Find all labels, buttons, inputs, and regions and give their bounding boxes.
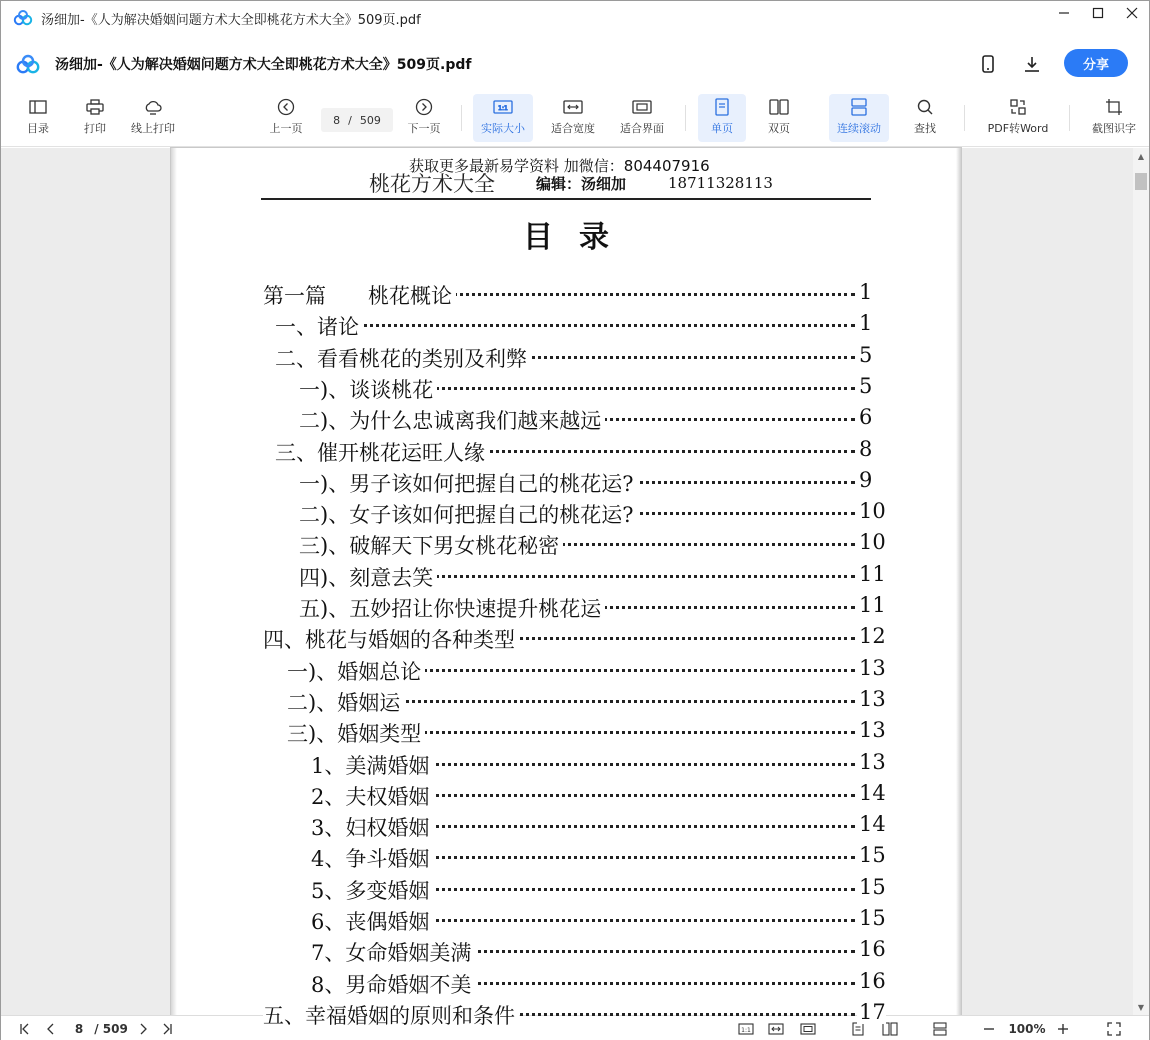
status-bar (1, 1015, 1149, 1040)
cloud-print-icon (144, 94, 162, 120)
ad-line: 获取更多最新易学资料 加微信：804407916 (409, 157, 710, 175)
close-icon[interactable] (1115, 1, 1149, 25)
toc-entry-page: 13 (859, 655, 886, 680)
status-current-page[interactable]: 8 (74, 1022, 84, 1036)
toc-entry-page: 13 (859, 686, 886, 711)
toc-entry-page: 12 (859, 624, 886, 649)
toc-entry-page: 1 (859, 311, 873, 336)
print-button[interactable] (76, 94, 114, 142)
fit-page-icon[interactable] (797, 1019, 819, 1039)
toc-entry-page: 11 (859, 561, 886, 586)
toc-entry-page: 10 (859, 499, 886, 524)
toc-entry-page: 9 (859, 467, 873, 492)
toc-entry-title: 二)、婚姻运 (287, 687, 404, 717)
toc-entry-title: 一)、谈谈桃花 (299, 374, 437, 404)
actual-size-button[interactable] (473, 94, 533, 142)
toc-button[interactable] (19, 94, 57, 142)
pdf-page (171, 148, 961, 1028)
svg-text:1:1: 1:1 (741, 1027, 751, 1034)
fit-width-icon (563, 94, 583, 120)
zoom-out-icon[interactable] (979, 1019, 999, 1039)
actual-size-icon[interactable] (735, 1019, 757, 1039)
mobile-icon[interactable] (976, 52, 1000, 76)
fit-page-icon (632, 94, 652, 120)
toc-entry[interactable] (171, 750, 961, 780)
print-label: 打印 (84, 122, 106, 135)
zoom-in-icon[interactable] (1053, 1019, 1073, 1039)
sidebar-icon (29, 94, 47, 120)
toc-entry-title: 5、多变婚姻 (311, 875, 433, 905)
toc-entry[interactable] (171, 437, 961, 467)
fit-width-button[interactable] (544, 94, 602, 142)
next-page-button[interactable] (401, 94, 447, 142)
toc-entry[interactable] (171, 593, 961, 623)
toc-entry-title: 一)、婚姻总论 (287, 656, 425, 686)
toc-entry-title: 四)、刻意去笑 (299, 562, 437, 592)
online-print-button[interactable] (125, 94, 181, 142)
pdf-to-word-button[interactable] (983, 94, 1053, 142)
scroll-down-icon[interactable]: ▼ (1137, 1002, 1145, 1012)
toc-entry[interactable] (171, 969, 961, 999)
continuous-scroll-label: 连续滚动 (837, 122, 881, 135)
toc-entry-title: 二)、女子该如何把握自己的桃花运? (299, 499, 637, 529)
toc-entry-page: 5 (859, 342, 873, 367)
toc-entry-page: 16 (859, 968, 886, 993)
toc-entry[interactable] (171, 687, 961, 717)
actual-size-label: 实际大小 (481, 122, 525, 135)
baidu-netdisk-logo-icon (13, 10, 33, 26)
fit-page-button[interactable] (613, 94, 671, 142)
toc-entry[interactable] (171, 812, 961, 842)
toc-entry[interactable] (171, 405, 961, 435)
running-header-editor: 编辑：汤细加 (536, 175, 627, 193)
double-page-icon (769, 94, 789, 120)
current-page: 8 (333, 113, 341, 127)
convert-icon (1009, 94, 1027, 120)
toc-entry[interactable] (171, 468, 961, 498)
toc-entry-title: 一)、男子该如何把握自己的桃花运? (299, 468, 637, 498)
continuous-scroll-icon[interactable] (929, 1019, 951, 1039)
maximize-icon[interactable] (1081, 1, 1115, 25)
toc-entry-page: 13 (859, 749, 886, 774)
single-page-button[interactable] (698, 94, 746, 142)
share-button[interactable]: 分享 (1064, 49, 1128, 77)
toc-entry[interactable] (171, 937, 961, 967)
toc-entry[interactable] (171, 562, 961, 592)
last-page-icon[interactable] (157, 1019, 177, 1039)
toc-entry-title: 三、催开桃花运旺人缘 (275, 437, 489, 467)
toc-entry[interactable] (171, 280, 961, 310)
total-pages: 509 (359, 113, 381, 127)
toolbar-divider (1069, 105, 1070, 131)
toc-entry-page: 10 (859, 530, 886, 555)
toc-entry[interactable] (171, 499, 961, 529)
toc-leader-dots (285, 324, 855, 327)
toc-entry-page: 15 (859, 843, 886, 868)
toc-entry-title: 二、看看桃花的类别及利弊 (275, 343, 531, 373)
toc-entry[interactable] (171, 343, 961, 373)
page-separator: / (348, 113, 352, 127)
fit-page-label: 适合界面 (620, 122, 664, 135)
fullscreen-icon[interactable] (1103, 1019, 1125, 1039)
toc-entry-page: 15 (859, 874, 886, 899)
single-page-label: 单页 (711, 122, 733, 135)
status-total-pages: / 509 (94, 1022, 128, 1036)
double-page-label: 双页 (768, 122, 790, 135)
prev-page-label: 上一页 (269, 122, 303, 135)
svg-text:1:1: 1:1 (498, 105, 508, 112)
minimize-icon[interactable] (1047, 1, 1081, 25)
ocr-label: 截图识字 (1092, 122, 1136, 135)
toolbar-divider (461, 105, 462, 131)
toc-entry-page: 8 (859, 436, 873, 461)
toc-label: 目录 (27, 122, 49, 135)
toc-entry-page: 1 (859, 280, 873, 304)
fit-width-label: 适合宽度 (551, 122, 595, 135)
toc-entry-title: 第一篇 桃花概论 (263, 280, 456, 310)
toc-entry-title: 1、美满婚姻 (311, 750, 433, 780)
toc-entry-page: 6 (859, 405, 873, 430)
toc-entry-page: 11 (859, 593, 886, 617)
page-number-input[interactable] (321, 108, 393, 132)
document-viewer[interactable] (1, 148, 1133, 1028)
toc-entry-title: 2、夫权婚姻 (311, 781, 433, 811)
prev-page-icon[interactable] (41, 1019, 61, 1039)
toc-entry[interactable] (171, 843, 961, 873)
download-icon[interactable] (1020, 52, 1044, 76)
toc-entry[interactable] (171, 718, 961, 748)
running-header-title: 桃花方术大全 (369, 172, 495, 196)
next-page-icon[interactable] (133, 1019, 153, 1039)
toc-entry-page: 17 (859, 999, 886, 1024)
toc-entry-title: 五)、五妙招让你快速提升桃花运 (299, 593, 605, 623)
actual-size-icon (493, 94, 513, 120)
toc-entry[interactable] (171, 656, 961, 686)
chevron-left-circle-icon (277, 94, 295, 120)
pdf-to-word-label: PDF转Word (987, 122, 1049, 135)
next-page-label: 下一页 (407, 122, 441, 135)
search-icon (916, 94, 934, 120)
app-logo-icon (15, 54, 41, 74)
toc-entry[interactable] (171, 311, 961, 341)
toolbar-divider (964, 105, 965, 131)
chevron-right-circle-icon (415, 94, 433, 120)
first-page-icon[interactable] (15, 1019, 35, 1039)
toc-entry-title: 三)、婚姻类型 (287, 718, 425, 748)
scroll-thumb[interactable] (1135, 173, 1147, 190)
toc-entry-page: 5 (859, 373, 873, 398)
find-label: 查找 (914, 122, 936, 135)
toolbar-divider (685, 105, 686, 131)
toc-entry-title: 四、桃花与婚姻的各种类型 (263, 624, 519, 654)
ocr-button[interactable] (1084, 94, 1144, 142)
toc-entry-title: 一、诸论 (275, 311, 363, 341)
toc-entry[interactable] (171, 624, 961, 654)
toc-entry-title: 7、女命婚姻美满 (311, 937, 475, 967)
zoom-level[interactable]: 100% (1008, 1022, 1046, 1036)
printer-icon (86, 94, 104, 120)
toc-entry-title: 二)、为什么忠诚离我们越来越远 (299, 405, 605, 435)
header-rule (261, 198, 871, 200)
toc-entry-page: 13 (859, 718, 886, 743)
toc-entry-page: 15 (859, 906, 886, 930)
screenshot-crop-icon (1105, 94, 1123, 120)
toc-heading: 目录 (523, 220, 635, 255)
running-header-phone: 18711328113 (668, 174, 773, 192)
file-header (1, 39, 1149, 89)
find-button[interactable] (903, 94, 947, 142)
toc-entry-title: 三)、破解天下男女桃花秘密 (299, 530, 563, 560)
toc-entry-page: 14 (859, 780, 886, 805)
toc-entry[interactable] (171, 374, 961, 404)
file-name: 汤细加-《人为解决婚姻问题方术大全即桃花方术大全》509页.pdf (55, 57, 472, 73)
double-page-button[interactable] (757, 94, 801, 142)
fit-width-icon[interactable] (765, 1019, 787, 1039)
toc-entry-title: 4、争斗婚姻 (311, 843, 433, 873)
window-title: 汤细加-《人为解决婚姻问题方术大全即桃花方术大全》509页.pdf (41, 12, 421, 28)
scroll-up-icon[interactable]: ▲ (1137, 151, 1145, 161)
toc-entry-title: 3、妇权婚姻 (311, 812, 433, 842)
toc-entry-title: 五、幸福婚姻的原则和条件 (263, 1000, 519, 1030)
continuous-scroll-button[interactable] (829, 94, 889, 142)
vertical-scrollbar[interactable] (1133, 148, 1149, 1015)
continuous-scroll-icon (850, 94, 868, 120)
toc-entry-page: 16 (859, 937, 886, 962)
toc-entry[interactable] (171, 530, 961, 560)
toc-entry[interactable] (171, 875, 961, 905)
title-bar (1, 1, 1149, 35)
toc-entry[interactable] (171, 906, 961, 936)
toc-entry-title: 6、丧偶婚姻 (311, 906, 433, 936)
online-print-label: 线上打印 (131, 122, 175, 135)
prev-page-button[interactable] (263, 94, 309, 142)
toolbar (1, 91, 1149, 147)
toc-entry-title: 8、男命婚姻不美 (311, 969, 475, 999)
toc-entry[interactable] (171, 781, 961, 811)
toc-entry-page: 14 (859, 812, 886, 837)
single-page-icon (714, 94, 730, 120)
